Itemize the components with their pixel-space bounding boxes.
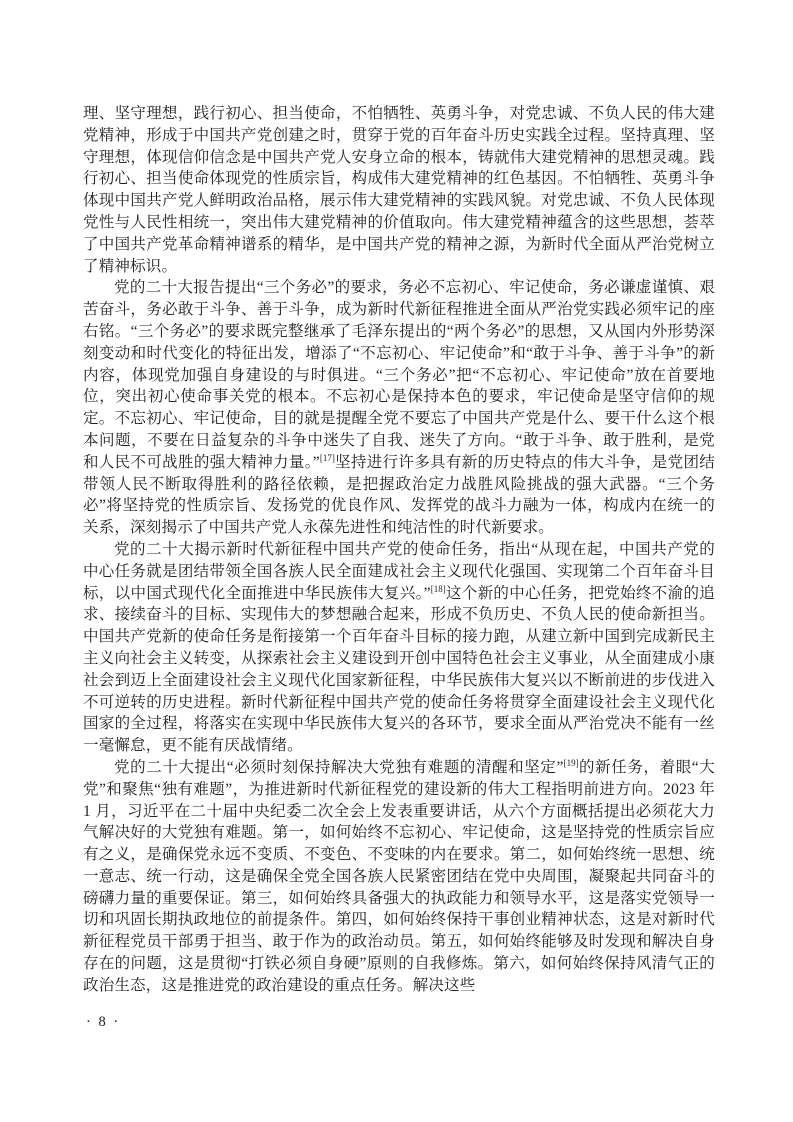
paragraph-text: 党的二十大揭示新时代新征程中国共产党的使命任务，指出“从现在起，中国共产党的中心任务就是团结带领全国各族人民全面建成社会主义现代化强国、实现第二个百年奋斗目标，以中国式现代化全面推进中华民族伟大复兴。” bbox=[83, 540, 715, 602]
paragraph-text: 坚持进行许多具有新的历史特点的伟大斗争，是党团结带领人民不断取得胜利的路径依赖，是把握政治定力战胜风险挑战的强大武器。“三个务必”将坚持党的性质宗旨、发扬党的优良作风、发挥党的战斗力融为一体，构成内在统一的关系，深刻揭示了中国共产党人永葆先进性和纯洁性的时代新要求。 bbox=[83, 453, 715, 537]
paragraph bbox=[83, 103, 715, 277]
paragraph-text: 这个新的中心任务，把党始终不渝的追求、接续奋斗的目标、实现伟大的梦想融合起来，形成不负历史、不负人民的使命新担当。中国共产党新的使命任务是衔接第一个百年奋斗目标的接力跑，从建立新中国到完成新民主主义向社会主义转变，从探索社会主义建设到开创中国特色社会主义事业，从全面建成小康社会到迈上全面建设社会主义现代化国家新征程，中华民族伟大复兴以不断前进的步伐进入不可逆转的历史进程。新时代新征程中国共产党的使命任务将贯穿全面建设社会主义现代化国家的全过程，将落实在实现中华民族伟大复兴的各环节，要求全面从严治党决不能有一丝一毫懈怠，更不能有厌战情绪。 bbox=[83, 584, 716, 755]
paragraph-text: 党的二十大提出“必须时刻保持解决大党独有难题的清醒和坚定” bbox=[114, 758, 564, 776]
paragraph-text: 理、坚守理想，践行初心、担当使命，不怕牺牲、英勇斗争，对党忠诚、不负人民的伟大建党精神，形成于中国共产党创建之时，贯穿于党的百年奋斗历史实践全过程。坚持真理、坚守理想，体现信仰信念是中国共产党人安身立命的根本，铸就伟大建党精神的思想灵魂。践行初心、担当使命体现党的性质宗旨，构成伟大建党精神的红色基因。不怕牺牲、英勇斗争体现中国共产党人鲜明政治品格，展示伟大建党精神的实践风貌。对党忠诚、不负人民体现党性与人民性相统一，突出伟大建党精神的价值取向。伟大建党精神蕴含的这些思想，荟萃了中国共产党革命精神谱系的精华，是中国共产党的精神之源，为新时代全面从严治党树立了精神标识。 bbox=[83, 105, 715, 275]
footnote-ref: [19] bbox=[563, 757, 579, 768]
paragraph bbox=[83, 539, 715, 757]
paragraph-text: 的新任务，着眼“大党”和聚焦“独有难题”，为推进新时代新征程党的建设新的伟大工程指明前进方向。2023 年 1 月，习近平在二十届中央纪委二次全会上发表重要讲话，从六个方面概括提出必须花大力气解决好的大党独有难题。第一，如何始终不忘初心、牢记使命，这是坚持党的性质宗旨应有之义，是确保党永远不变质、不变色、不变味的内在要求。第二，如何始终统一思想、统一意志、统一行动，这是确保全党全国各族人民紧密团结在党中央周围，凝聚起共同奋斗的磅礴力量的重要保证。第三，如何始终具备强大的执政能力和领导水平，这是落实党领导一切和巩固长期执政地位的前提条件。第四，如何始终保持干事创业精神状态，这是对新时代新征程党员干部勇于担当、敢于作为的政治动员。第五，如何始终能够及时发现和解决自身存在的问题，这是贯彻“打铁必须自身硬”原则的自我修炼。第六，如何始终保持风清气正的政治生态，这是推进党的政治建设的重点任务。解决这些 bbox=[83, 758, 715, 994]
article-body bbox=[83, 103, 715, 997]
paragraph-text: 党的二十大报告提出“三个务必”的要求，务必不忘初心、牢记使命，务必谦虚谨慎、艰苦奋斗，务必敢于斗争、善于斗争，成为新时代新征程推进全面从严治党实践必须牢记的座右铭。“三个务必”的要求既完整继承了毛泽东提出的“两个务必”的思想，又从国内外形势深刻变动和时代变化的特征出发，增添了“不忘初心、牢记使命”和“敢于斗争、善于斗争”的新内容，体现党加强自身建设的与时俱进。“三个务必”把“不忘初心、牢记使命”放在首要地位，突出初心使命事关党的根本。不忘初心是保持本色的要求，牢记使命是坚守信仰的规定。不忘初心、牢记使命，目的就是提醒全党不要忘了中国共产党是什么、要干什么这个根本问题，不要在日益复杂的斗争中迷失了自我、迷失了方向。“敢于斗争、敢于胜利，是党和人民不可战胜的强大精神力量。” bbox=[83, 279, 715, 471]
footnote-ref: [17] bbox=[319, 452, 335, 463]
paragraph bbox=[83, 757, 715, 997]
footnote-ref: [18] bbox=[430, 583, 446, 594]
paragraph bbox=[83, 277, 715, 539]
page-number: · 8 · bbox=[86, 1014, 121, 1030]
